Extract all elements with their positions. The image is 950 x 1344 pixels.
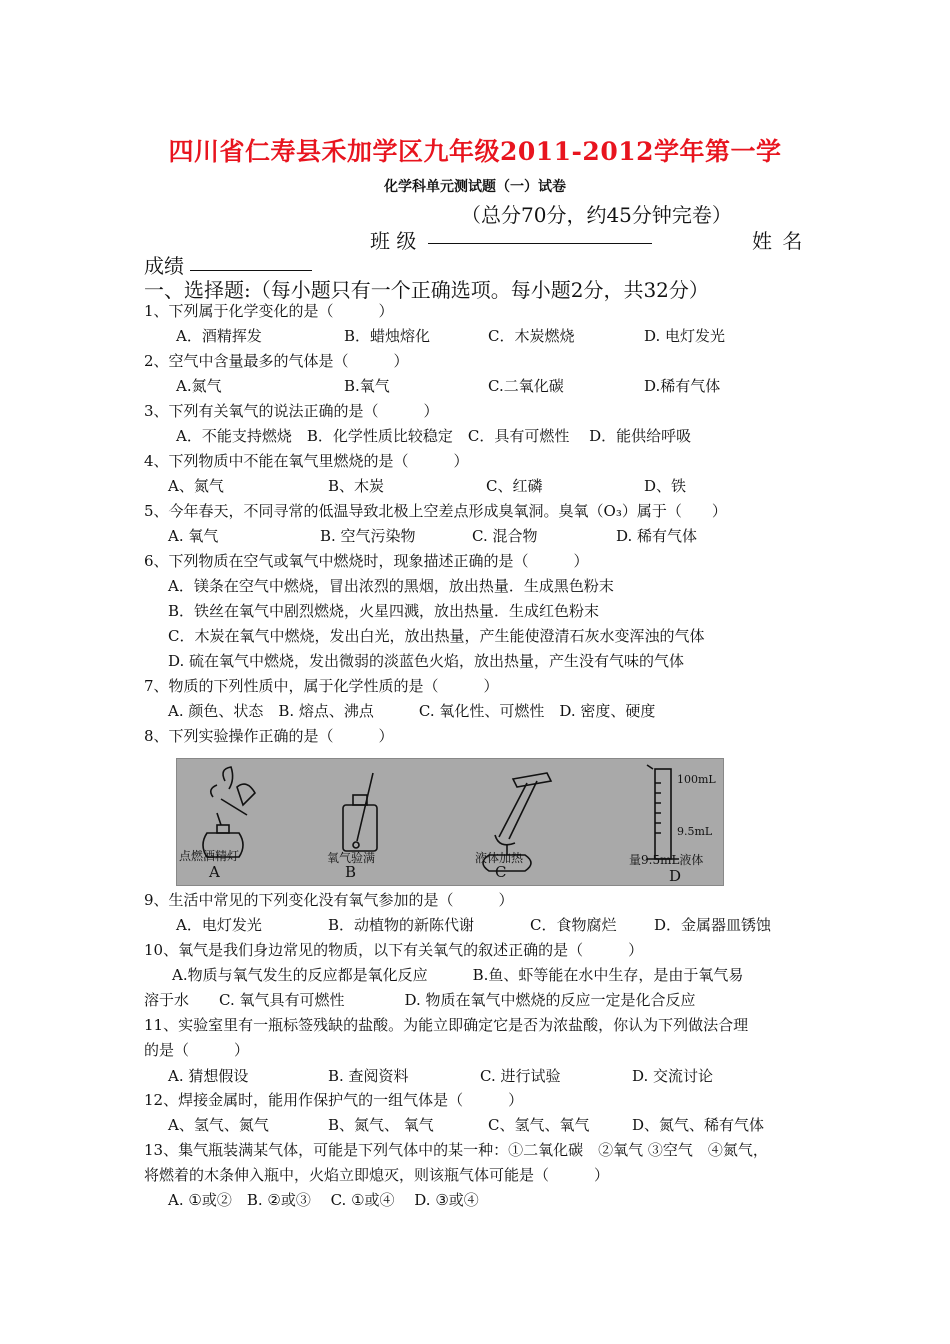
q11-option-b: B. 查阅资料 <box>328 1067 409 1085</box>
question-9: 9、生活中常见的下列变化没有氧气参加的是（ ） <box>144 891 514 909</box>
cylinder-mark-9-5ml: 9.5mL <box>677 825 713 838</box>
q9-option-a: A．电灯发光 <box>176 916 262 934</box>
question-11-line-1: 11、实验室里有一瓶标签残缺的盐酸。为能立即确定它是否为浓盐酸，你认为下列做法合理 <box>144 1016 749 1034</box>
q12-option-a: A、氢气、氮气 <box>168 1116 269 1134</box>
question-2: 2、空气中含量最多的气体是（ ） <box>144 352 409 370</box>
q4-option-d: D、铁 <box>644 477 687 495</box>
class-blank <box>428 243 652 244</box>
q3-options: A．不能支持燃烧 B．化学性质比较稳定 C．具有可燃性 D．能供给呼吸 <box>176 427 692 445</box>
q4-option-c: C、红磷 <box>486 477 543 495</box>
q5-option-a: A. 氧气 <box>168 527 219 545</box>
q1-option-d: D. 电灯发光 <box>644 327 726 345</box>
question-13-line-1: 13、集气瓶装满某气体，可能是下列气体中的某一种：①二氧化碳 ②氧气 ③空气 ④氮气， <box>144 1141 768 1159</box>
question-13-line-2: 将燃着的木条伸入瓶中，火焰立即熄灭，则该瓶气体可能是（ ） <box>144 1166 610 1184</box>
q7-options: A. 颜色、状态 B. 熔点、沸点 C. 氧化性、可燃性 D. 密度、硬度 <box>168 702 656 720</box>
question-7: 7、物质的下列性质中，属于化学性质的是（ ） <box>144 677 499 695</box>
q6-option-d: D. 硫在氧气中燃烧，发出微弱的淡蓝色火焰，放出热量，产生没有气味的气体 <box>168 652 685 670</box>
cylinder-mark-100ml: 100mL <box>677 773 716 786</box>
q12-option-c: C、氢气、氧气 <box>488 1116 590 1134</box>
test-tube-clamp-c <box>513 773 551 787</box>
q2-option-a: A.氮气 <box>176 377 222 395</box>
figure-letter-c: C <box>495 863 507 881</box>
q11-option-a: A. 猜想假设 <box>168 1067 249 1085</box>
q2-option-c: C.二氧化碳 <box>488 377 564 395</box>
figure-letter-a: A <box>209 863 220 881</box>
q2-option-b: B.氧气 <box>344 377 390 395</box>
question-5: 5、今年春天，不同寻常的低温导致北极上空差点形成臭氧洞。臭氧（O₃）属于（ ） <box>144 502 727 520</box>
question-6: 6、下列物质在空气或氧气中燃烧时，现象描述正确的是（ ） <box>144 552 589 570</box>
section-heading: 一、选择题:（每小题只有一个正确选项。每小题2分，共32分） <box>144 278 709 302</box>
question-4: 4、下列物质中不能在氧气里燃烧的是（ ） <box>144 452 469 470</box>
question-11-line-2: 的是（ ） <box>144 1041 250 1059</box>
q11-option-d: D. 交流讨论 <box>632 1067 714 1085</box>
class-label: 班 级 <box>370 229 417 253</box>
q12-option-d: D、氮气、稀有气体 <box>632 1116 765 1134</box>
figure-label-a: 点燃酒精灯 <box>179 849 240 863</box>
q12-option-b: B、氮气、 氧气 <box>328 1116 434 1134</box>
total-score-note: （总分70分，约45分钟完卷） <box>461 203 732 227</box>
q9-option-c: C．食物腐烂 <box>530 916 617 934</box>
figure-letter-d: D <box>669 867 682 885</box>
figure-label-b: 氧气验满 <box>327 851 376 865</box>
q9-option-b: B．动植物的新陈代谢 <box>328 916 475 934</box>
q4-option-b: B、木炭 <box>328 477 385 495</box>
question-8: 8、下列实验操作正确的是（ ） <box>144 727 394 745</box>
q11-option-c: C. 进行试验 <box>480 1067 561 1085</box>
q1-option-c: C．木炭燃烧 <box>488 327 575 345</box>
score-label: 成绩 <box>144 254 184 278</box>
figure-label-d: 量9.5mL液体 <box>629 853 704 867</box>
q5-option-b: B. 空气污染物 <box>320 527 416 545</box>
score-blank <box>190 270 312 271</box>
name-label: 姓 名 <box>752 229 805 253</box>
q6-option-b: B．铁丝在氧气中剧烈燃烧，火星四溅，放出热量．生成红色粉末 <box>168 602 600 620</box>
question-3: 3、下列有关氧气的说法正确的是（ ） <box>144 402 439 420</box>
q4-option-a: A、氮气 <box>168 477 224 495</box>
q1-option-b: B．蜡烛熔化 <box>344 327 431 345</box>
q5-option-c: C. 混合物 <box>472 527 538 545</box>
q6-option-c: C．木炭在氧气中燃烧，发出白光，放出热量，产生能使澄清石灰水变浑浊的气体 <box>168 627 705 645</box>
figure-letter-b: B <box>345 863 357 881</box>
q5-option-d: D. 稀有气体 <box>616 527 698 545</box>
q10-options-line-1: A.物质与氧气发生的反应都是氧化反应 B.鱼、虾等能在水中生存，是由于氧气易 <box>172 966 744 984</box>
q1-option-a: A．酒精挥发 <box>176 327 262 345</box>
question-10: 10、氧气是我们身边常见的物质，以下有关氧气的叙述正确的是（ ） <box>144 941 644 959</box>
q10-options-line-2: 溶于水 C. 氧气具有可燃性 D. 物质在氧气中燃烧的反应一定是化合反应 <box>144 991 696 1009</box>
lab-operations-figure <box>176 758 724 886</box>
q6-option-a: A．镁条在空气中燃烧，冒出浓烈的黑烟，放出热量．生成黑色粉末 <box>168 577 614 595</box>
q2-option-d: D.稀有气体 <box>644 377 721 395</box>
q13-options: A. ①或② B. ②或③ C. ①或④ D. ③或④ <box>168 1191 479 1209</box>
question-1: 1、下列属于化学变化的是（ ） <box>144 302 394 320</box>
page-title: 四川省仁寿县禾加学区九年级2011-2012学年第一学 <box>168 137 782 166</box>
question-12: 12、焊接金属时，能用作保护气的一组气体是（ ） <box>144 1091 524 1109</box>
page-subtitle: 化学科单元测试题（一）试卷 <box>384 179 566 195</box>
figure-label-c: 液体加热 <box>475 851 524 865</box>
q9-option-d: D．金属器皿锈蚀 <box>654 916 772 934</box>
